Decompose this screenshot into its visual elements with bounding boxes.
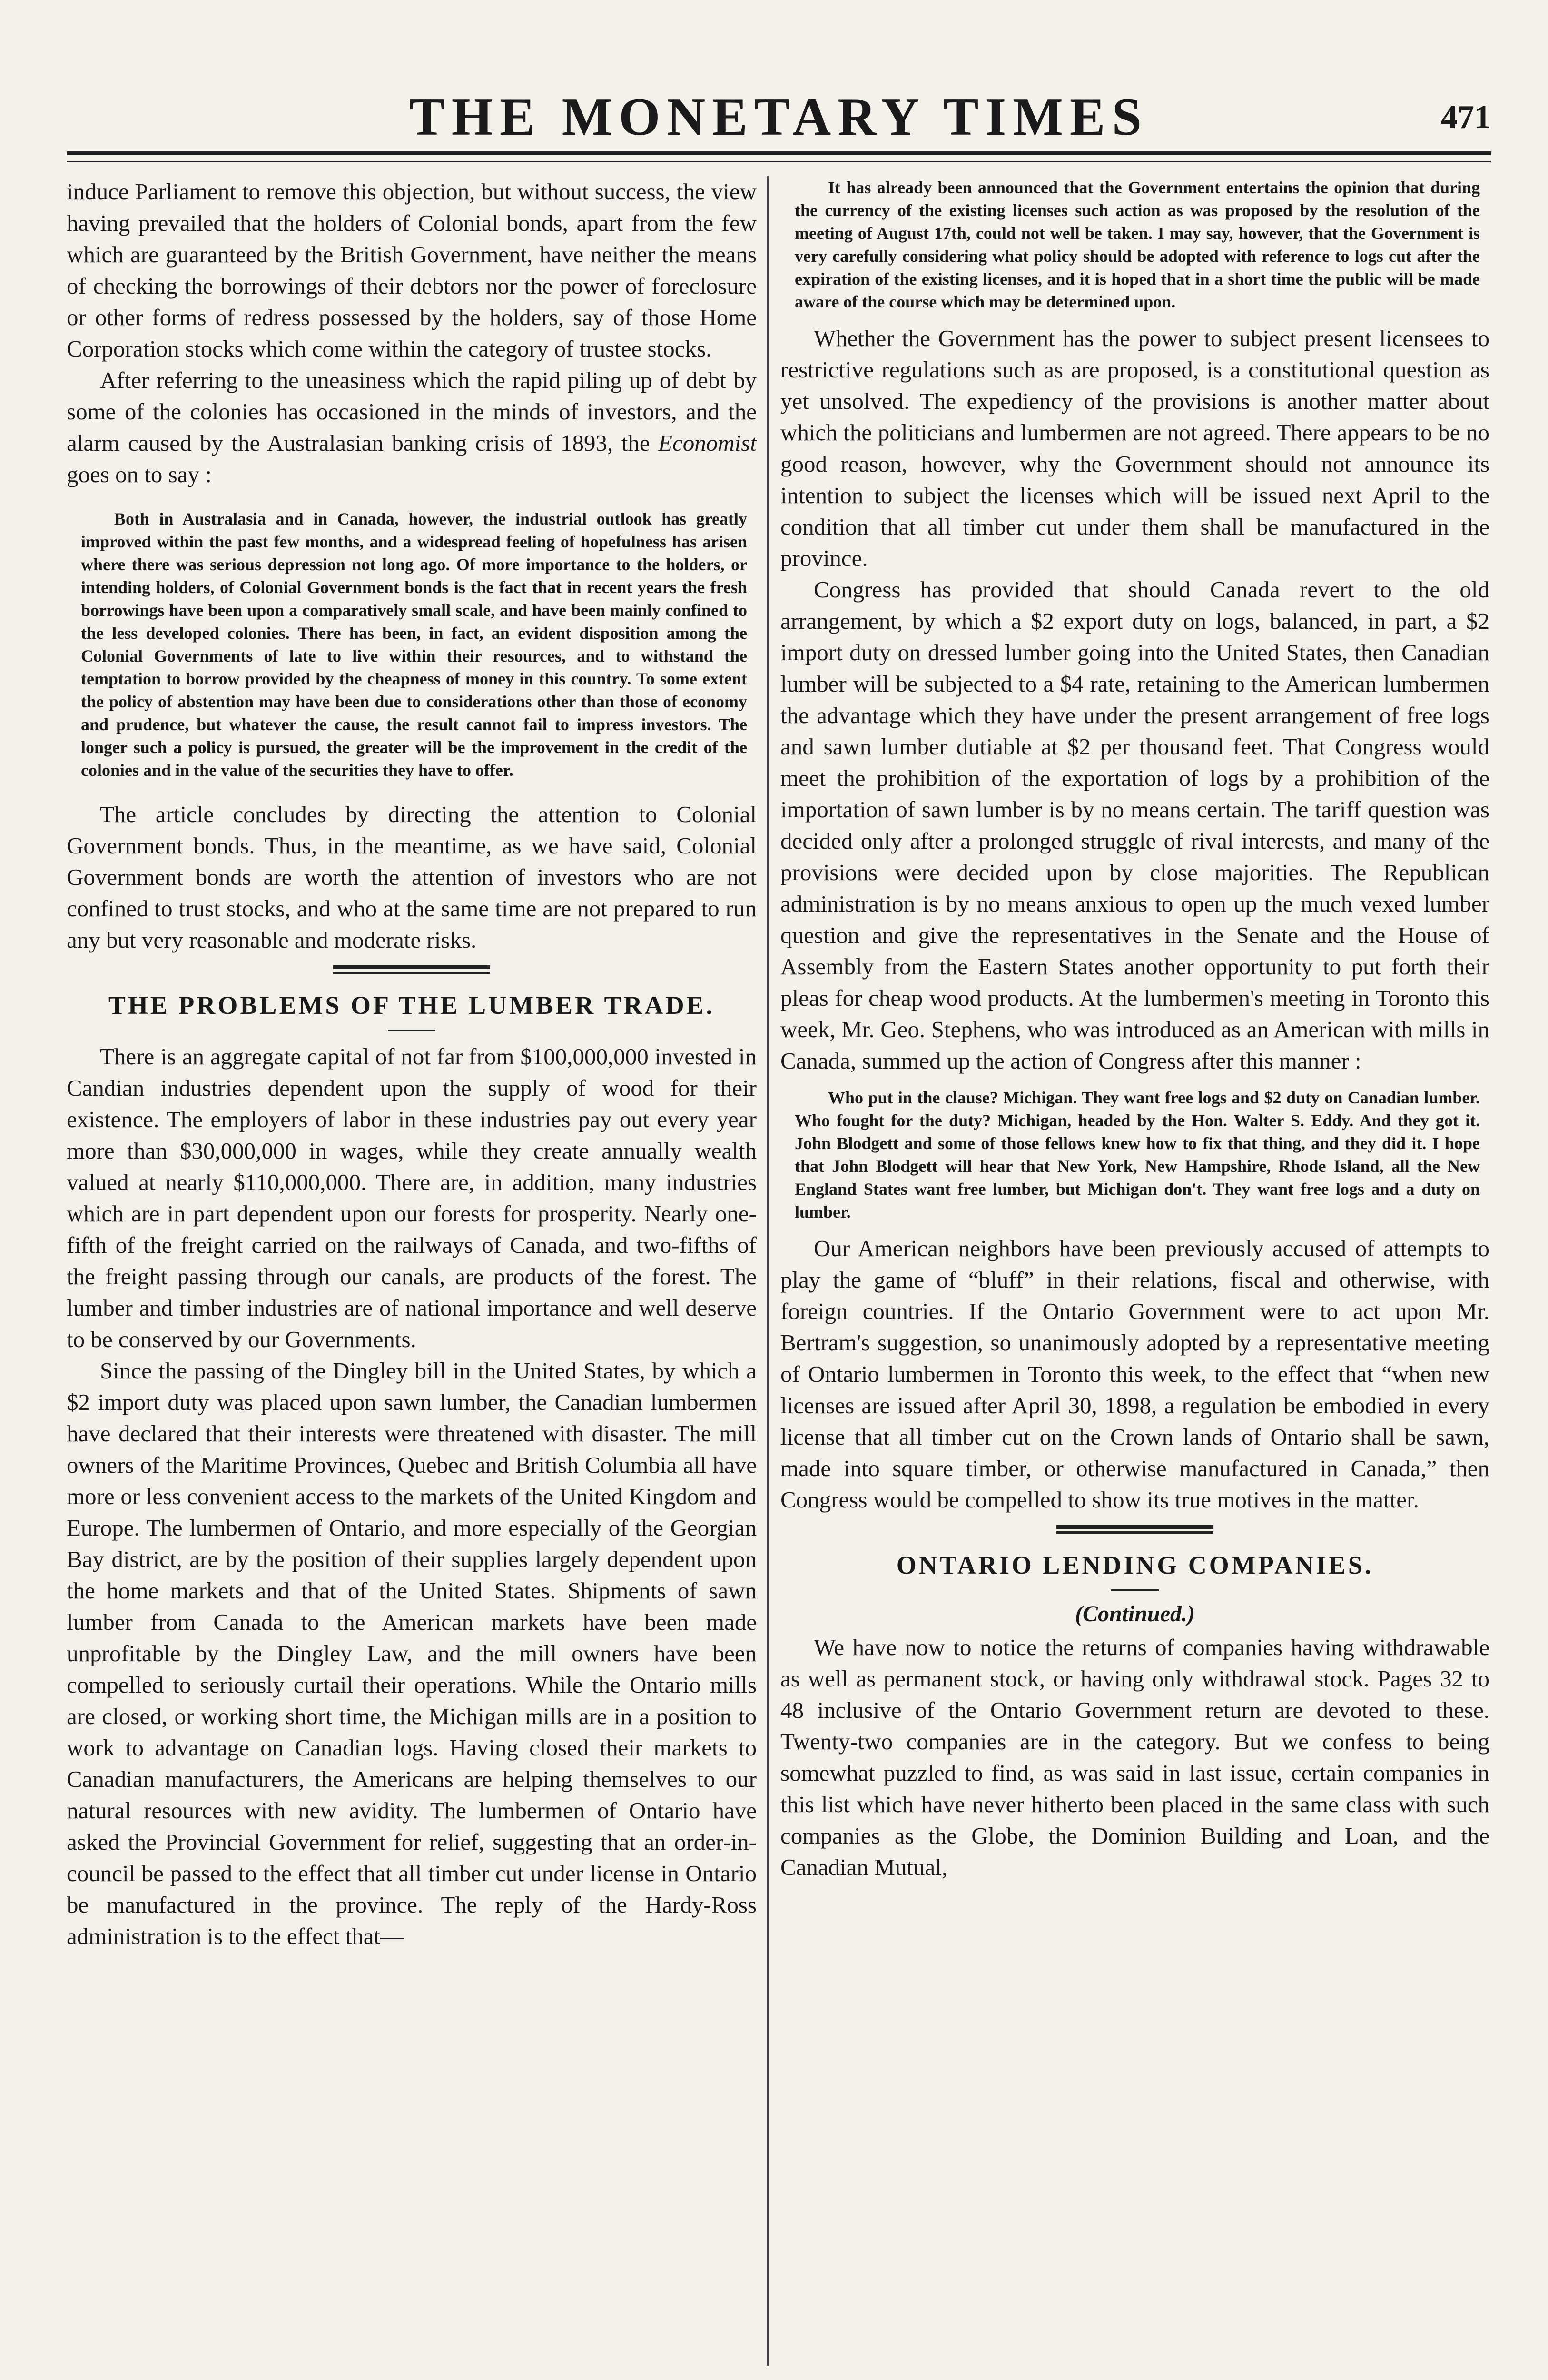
quoted-extract: Both in Australasia and in Canada, however, the industrial outlook has greatly improved within the past few months, and a widespread feeling of hopefulness has arisen where there was serious depression not long ago. Of more importance to the holders, or intending holders, of Colonial Government bonds is the fact that in recent years the fresh borrowings have been upon a comparatively small scale, and have been mainly confined to the less developed colonies. There has been, in fact, an evident disposition among the Colonial Governments of late to live within their resources, and to withstand the temptation to borrow provided by the cheapness of money in this country. To some extent the policy of abstention may have been due to considerations other than those of economy and prudence, but whatever the cause, the result cannot fail to impress investors. The longer such a policy is pursued, the greater will be the improvement in the credit of the colonies and in the value of the securities they have to offer. — [81, 509, 747, 780]
section-heading: THE PROBLEMS OF THE LUMBER TRADE. — [108, 991, 715, 1020]
page-number: 471 — [1441, 99, 1491, 136]
article-paragraph: There is an aggregate capital of not far from $100,000,000 invested in Candian industries dependent upon the supply of wood for their existence. The employers of labor in these industries pay out every year more than $30,000,000 in wages, while they create annually wealth valued at nearly $110,000,000. There are, in addition, many industries which are in part dependent upon our forests for prosperity. Nearly one-fifth of the freight carried on the railways of Canada, and two-fifths of the freight passing through our canals, are products of the forest. The lumber and timber industries are of national importance and well deserve to be conserved by our Governments. — [67, 1043, 757, 1352]
masthead — [67, 71, 1491, 147]
heading-rule — [1111, 1589, 1159, 1591]
article-paragraph: Congress has provided that should Canada revert to the old arrangement, by which a $2 export duty on logs, balanced, in part, a $2 import duty on dressed lumber going into the United States, then Canadian lumber will be subjected to a $4 rate, retaining to the American lumbermen the advantage which they have under the present arrangement of free logs and sawn lumber dutiable at $2 per thousand feet. That Congress would meet the prohibition of the exportation of logs by a prohibition of the importation of sawn lumber is by no means certain. The tariff question was decided only after a prolonged struggle of rival interests, and many of the provisions were decided upon by close majorities. The Republican administration is by no means anxious to open up the much vexed lumber question and give the representatives in the Senate and the House of Assembly from the Eastern States another opportunity to put forth their pleas for cheap wood products. At the lumbermen's meeting in Toronto this week, Mr. Geo. Stephens, who was introduced as an American with mills in Canada, summed up the action of Congress after this manner : — [780, 576, 1489, 1074]
article-paragraph: Since the passing of the Dingley bill in the United States, by which a $2 import duty was placed upon sawn lumber, the Canadian lumbermen have declared that their interests were threatened with disaster. The mill owners of the Maritime Provinces, Quebec and British Columbia all have more or less convenient access to the markets of the United Kingdom and Europe. The lumbermen of Ontario, and more especially of the Georgian Bay district, are by the position of their supplies largely dependent upon the home markets and that of the United States. Shipments of sawn lumber from Canada to the American markets have been made unprofitable by the Dingley Law, and the mill owners have been compelled to seriously curtail their operations. While the Ontario mills are closed, or working short time, the Michigan mills are in a position to work to advantage on Canadian logs. Having closed their markets to Canadian manufacturers, the Americans are helping themselves to our natural resources with new avidity. The lumbermen of Ontario have asked the Provincial Government for relief, suggesting that an order-in-council be passed to the effect that all timber cut under license in Ontario be manufactured in the province. The reply of the Hardy-Ross administration is to the effect that— — [67, 1357, 757, 1949]
section-heading: ONTARIO LENDING COMPANIES. — [896, 1551, 1374, 1579]
quoted-extract: Who put in the clause? Michigan. They want free logs and $2 duty on Canadian lumber. Who fought for the duty? Michigan, headed by the Hon. Walter S. Eddy. And they got it. John Blodgett and some of those fellows knew how to fix that thing, and they did it. I hope that John Blodgett will hear that New York, New Hampshire, Rhode Island, all the New England States want free lumber, but Michigan don't. They want free logs and a duty on lumber. — [795, 1088, 1480, 1221]
section-divider — [333, 965, 490, 974]
text-run: After referring to the uneasiness which the rapid piling up of debt by some of the colonies has occasioned in the minds of investors, and the alarm caused by the Australasian banking crisis of 1893, the — [67, 367, 757, 456]
header-rule-thick — [67, 151, 1491, 155]
heading-rule — [388, 1030, 435, 1031]
column-divider — [767, 176, 769, 2366]
article-paragraph — [67, 365, 757, 490]
section-divider — [1056, 1525, 1213, 1534]
quoted-extract: It has already been announced that the Government entertains the opinion that during the currency of the existing licenses such action as was proposed by the resolution of the meeting of August 17th, could not well be taken. I may say, however, that the Government is very carefully considering what policy should be adopted with reference to logs cut after the expiration of the existing licenses, and it is hoped that in a short time the public will be made aware of the course which may be determined upon. — [795, 178, 1480, 311]
publication-title: THE MONETARY TIMES — [409, 88, 1148, 147]
article-paragraph: induce Parliament to remove this objection, but without success, the view having prevailed that the holders of Colonial bonds, apart from the few which are guaranteed by the British Government, have neither the means of checking the borrowings of their debtors nor the power of foreclosure or other forms of redress possessed by the holders, say of those Home Corporation stocks which come within the category of trustee stocks. — [67, 178, 757, 362]
article-paragraph: We have now to notice the returns of companies having withdrawable as well as permanent stock, or having only withdrawal stock. Pages 32 to 48 inclusive of the Ontario Government return are devoted to these. Twenty-two companies are in the category. But we confess to being somewhat puzzled to find, as was said in last issue, certain companies in this list which have never hitherto been placed in the same class with such companies as the Globe, the Dominion Building and Loan, and the Canadian Mutual, — [780, 1634, 1489, 1880]
article-paragraph: Our American neighbors have been previously accused of attempts to play the game of “bluff” in their relations, fiscal and otherwise, with foreign countries. If the Ontario Government were to act upon Mr. Bertram's suggestion, so unanimously adopted by a representative meeting of Ontario lumbermen in Toronto this week, to the effect that “when new licenses are issued after April 30, 1898, a regulation be embodied in every license that all timber cut on the Crown lands of Ontario shall be sawn, made into square timber, or otherwise manufactured in Canada,” then Congress would be compelled to show its true motives in the matter. — [780, 1235, 1489, 1513]
publication-name: Economist — [658, 430, 757, 456]
text-run: goes on to say : — [67, 461, 212, 487]
section-subheading: (Continued.) — [1075, 1601, 1195, 1626]
left-column — [67, 176, 757, 1952]
article-paragraph: The article concludes by directing the attention to Colonial Government bonds. Thus, in the meantime, as we have said, Colonial Government bonds are worth the attention of investors who are not confined to trust stocks, and who at the same time are not prepared to run any but very reasonable and moderate risks. — [67, 801, 757, 953]
header-rule-thin — [67, 161, 1491, 162]
right-column — [780, 176, 1489, 1883]
article-paragraph: Whether the Government has the power to subject present licensees to restrictive regulations such as are proposed, is a constitutional question as yet unsolved. The expediency of the provisions is another matter about which the politicians and lumbermen are not agreed. There appears to be no good reason, however, why the Government should not announce its intention to subject the licenses which will be issued next April to the condition that all timber cut under them shall be manufactured in the province. — [780, 325, 1489, 571]
